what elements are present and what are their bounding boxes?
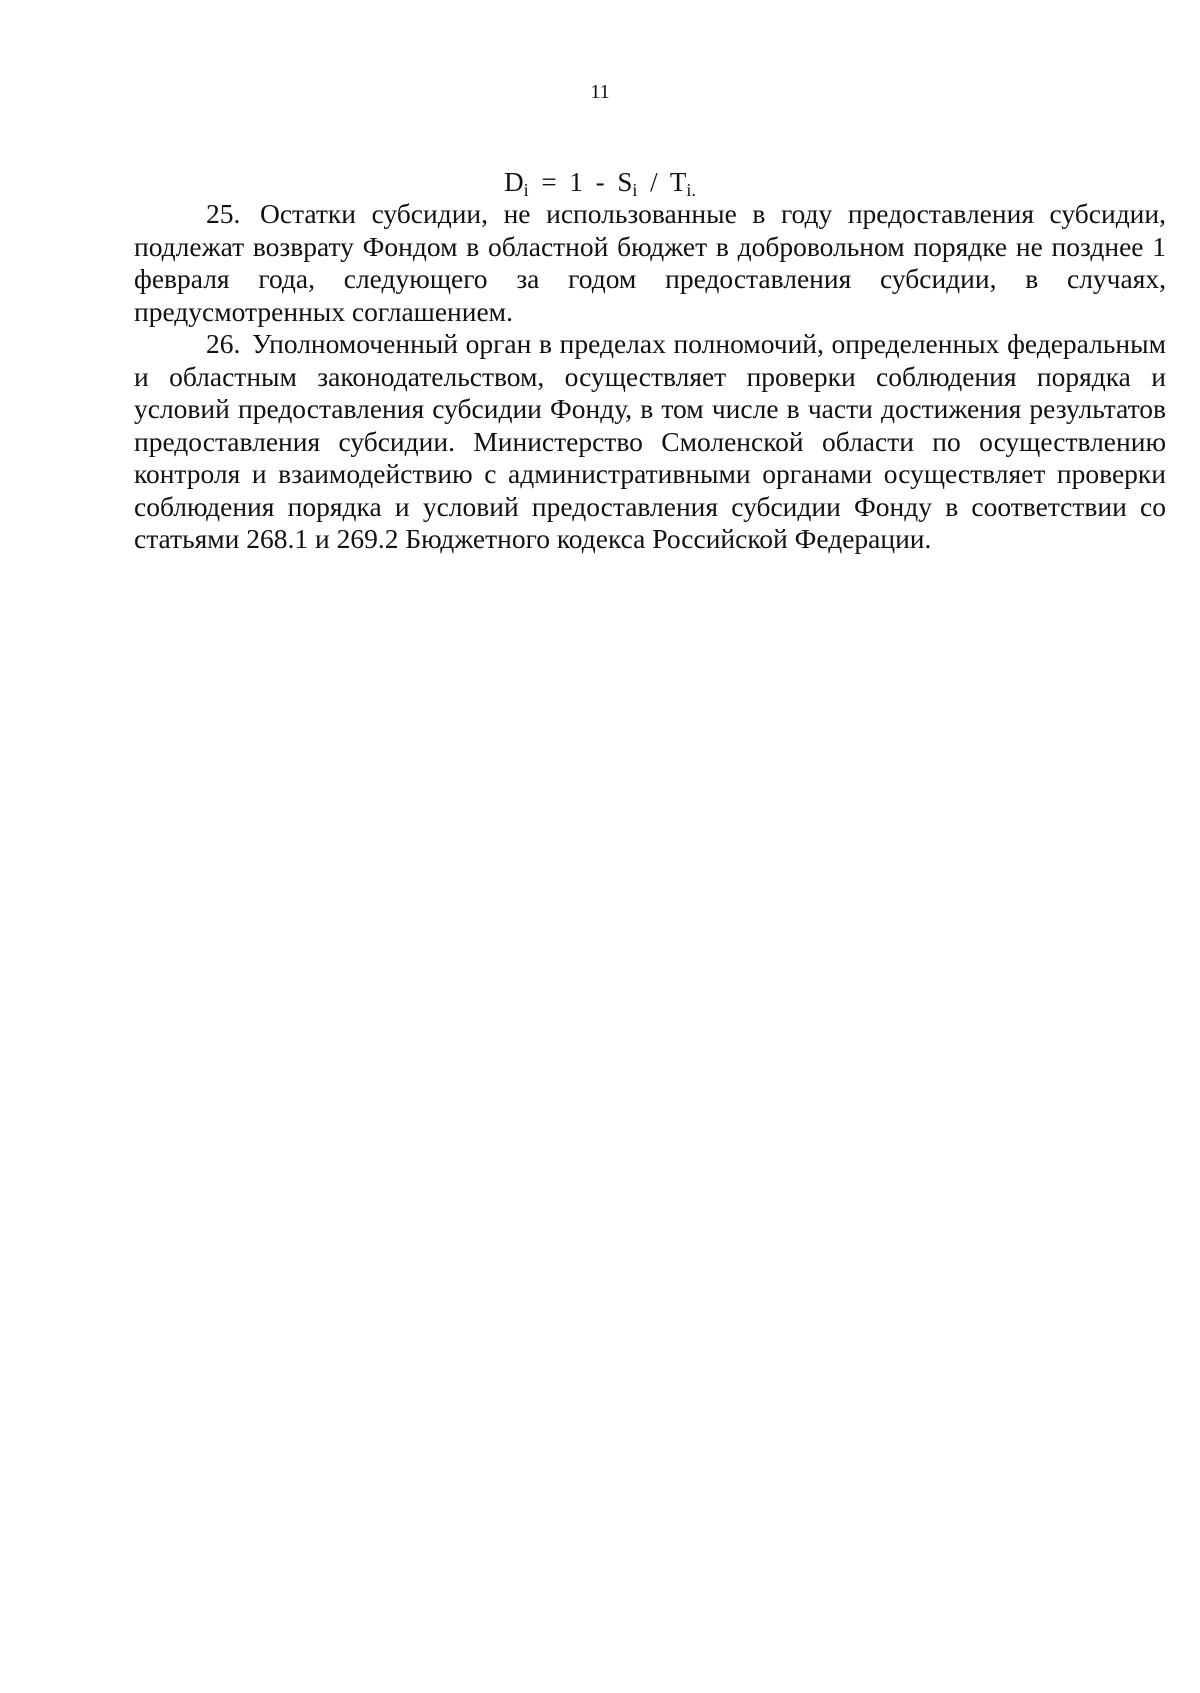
formula-d: D (504, 167, 524, 197)
formula-s-subscript: i (632, 180, 638, 200)
formula-d-subscript: i (523, 180, 529, 200)
paragraph-number: 25. (206, 198, 241, 229)
formula-s: S (617, 167, 633, 197)
paragraph-text: Уполномоченный орган в пределах полномочий, определенных федеральным и областным законодательством, осуществляет проверки соблюдения порядка и условий предоставления субсидии Фонду, в том числе в части достижения результатов предоставления субсидии. Министерство Смоленской области по осуществлению контроля и взаимодействию с административными органами осуществляет проверки соблюдения порядка и условий предоставления субсидии Фонду в соответствии со статьями 268.1 и 269.2 Бюджетного кодекса Российской Федерации. (134, 328, 1166, 554)
formula-t: T (669, 167, 687, 197)
formula-minus: - (595, 167, 605, 197)
formula-equals: = (541, 167, 557, 197)
paragraph-25 (134, 198, 1166, 328)
formula-one: 1 (569, 167, 583, 197)
formula-t-subscript: i. (686, 180, 696, 200)
paragraph-text: Остатки субсидии, не использованные в году предоставления субсидии, подлежат возврату Фондом в областной бюджет в добровольном порядке не позднее 1 февраля года, следующего за годом предоставления субсидии, в случаях, предусмотренных соглашением. (134, 198, 1166, 327)
document-body (134, 198, 1166, 556)
paragraph-number: 26. (206, 328, 241, 359)
paragraph-26 (134, 328, 1166, 556)
page-number: 11 (590, 81, 610, 103)
formula-slash: / (650, 167, 658, 197)
